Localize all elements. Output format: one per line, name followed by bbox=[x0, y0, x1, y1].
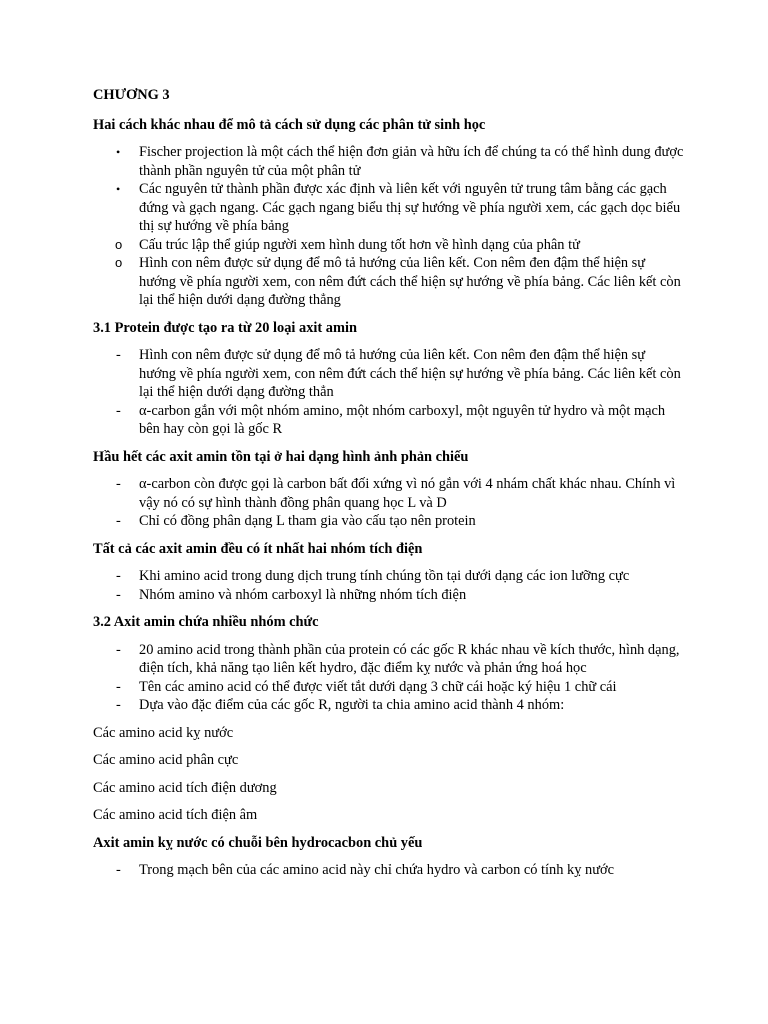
list-item bbox=[93, 346, 685, 402]
section-heading: 3.2 Axit amin chứa nhiều nhóm chức bbox=[93, 614, 319, 630]
bullet-marker: o bbox=[115, 255, 123, 270]
dash-list bbox=[93, 346, 685, 439]
list-item bbox=[93, 567, 685, 586]
list-item-text: Chỉ có đồng phân dạng L tham gia vào cấu tạo nên protein bbox=[139, 513, 476, 529]
list-item-text: Trong mạch bên của các amino acid này chỉ chứa hydro và carbon có tính kỵ nước bbox=[139, 862, 615, 878]
list-item-text: Fischer projection là một cách thể hiện đơn giản và hữu ích để chúng ta có thể hình dung được thành phần nguyên tử của một phân tử bbox=[139, 144, 684, 179]
group-paragraph: Các amino acid tích điện dương bbox=[93, 779, 277, 796]
list-item bbox=[93, 586, 685, 605]
chapter-title: CHƯƠNG 3 bbox=[93, 87, 170, 103]
dash-marker: - bbox=[116, 697, 121, 713]
section-heading: Hầu hết các axit amin tồn tại ở hai dạng hình ảnh phản chiếu bbox=[93, 448, 469, 465]
list-item bbox=[93, 254, 685, 310]
list-item bbox=[93, 180, 685, 236]
dash-marker: - bbox=[116, 476, 121, 492]
section-heading: Tất cả các axit amin đều có ít nhất hai nhóm tích điện bbox=[93, 540, 423, 557]
bullet-marker: • bbox=[116, 182, 121, 196]
list-item bbox=[93, 696, 685, 715]
bullet-list bbox=[93, 143, 685, 310]
dash-marker: - bbox=[116, 347, 121, 363]
dash-marker: - bbox=[116, 568, 121, 584]
list-item bbox=[93, 678, 685, 697]
section-heading: Axit amin kỵ nước có chuỗi bên hydrocacbon chủ yếu bbox=[93, 834, 423, 851]
list-item bbox=[93, 236, 685, 255]
dash-marker: - bbox=[116, 402, 121, 419]
bullet-marker: o bbox=[115, 236, 123, 252]
dash-marker: - bbox=[116, 513, 121, 529]
list-item bbox=[93, 143, 685, 180]
section-heading: 3.1 Protein được tạo ra từ 20 loại axit amin bbox=[93, 319, 357, 336]
list-item-text: α-carbon còn được gọi là carbon bất đối xứng vì nó gắn với 4 nhám chất khác nhau. Chính vì vậy nó có sự hình thành đồng phân quang học L và D bbox=[139, 476, 676, 511]
list-item-text: 20 amino acid trong thành phần của protein có các gốc R khác nhau về kích thước, hình dạng, điện tích, khả năng tạo liên kết hydro, đặc điểm kỵ nước và phản ứng hoá học bbox=[139, 641, 680, 676]
list-item-text: Hình con nêm được sử dụng để mô tả hướng của liên kết. Con nêm đen đậm thể hiện sự hướng về phía người xem, con nêm đứt cách thể hiện sự hướng về phía bảng. Các liên kết còn lại thể hiện dưới dạng đường thẳn bbox=[139, 347, 681, 400]
dash-marker: - bbox=[116, 641, 121, 658]
section-heading: Hai cách khác nhau để mô tả cách sử dụng các phân tử sinh học bbox=[93, 116, 486, 133]
document-body bbox=[93, 86, 685, 889]
dash-marker: - bbox=[116, 862, 121, 878]
dash-list bbox=[93, 641, 685, 715]
dash-list bbox=[93, 475, 685, 531]
group-paragraph: Các amino acid tích điện âm bbox=[93, 807, 258, 823]
group-paragraph: Các amino acid kỵ nước bbox=[93, 724, 234, 741]
bullet-marker: • bbox=[116, 145, 121, 159]
list-item-text: Tên các amino acid có thể được viết tắt dưới dạng 3 chữ cái hoặc ký hiệu 1 chữ cái bbox=[139, 678, 617, 695]
dash-list bbox=[93, 567, 685, 604]
list-item-text: α-carbon gắn với một nhóm amino, một nhóm carboxyl, một nguyên tử hydro và một mạch bên hay còn gọi là gốc R bbox=[139, 402, 666, 437]
list-item bbox=[93, 402, 685, 439]
list-item-text: Các nguyên tử thành phần được xác định và liên kết với nguyên tử trung tâm bằng các gạch đứng và gạch ngang. Các gạch ngang biểu thị sự hướng về phía người xem, các gạch dọc biểu thị sự hướng về phía bảng bbox=[139, 181, 681, 234]
dash-marker: - bbox=[116, 586, 121, 603]
dash-list bbox=[93, 861, 685, 880]
list-item-text: Nhóm amino và nhóm carboxyl là những nhóm tích điện bbox=[139, 586, 467, 603]
list-item-text: Khi amino acid trong dung dịch trung tính chúng tồn tại dưới dạng các ion lưỡng cực bbox=[139, 568, 630, 584]
dash-marker: - bbox=[116, 678, 121, 695]
list-item-text: Dựa vào đặc điểm của các gốc R, người ta chia amino acid thành 4 nhóm: bbox=[139, 697, 565, 713]
list-item bbox=[93, 475, 685, 512]
list-item-text: Hình con nêm được sử dụng để mô tả hướng của liên kết. Con nêm đen đậm thể hiện sự hướng về phía người xem, con nêm đứt cách thể hiện sự hướng về phía bảng. Các liên kết còn lại thể hiện dưới dạng đường thẳng bbox=[139, 255, 681, 308]
list-item bbox=[93, 512, 685, 531]
group-paragraph: Các amino acid phân cực bbox=[93, 752, 239, 768]
list-item bbox=[93, 861, 685, 880]
list-item bbox=[93, 641, 685, 678]
list-item-text: Cấu trúc lập thể giúp người xem hình dung tốt hơn về hình dạng của phân tử bbox=[139, 236, 580, 253]
